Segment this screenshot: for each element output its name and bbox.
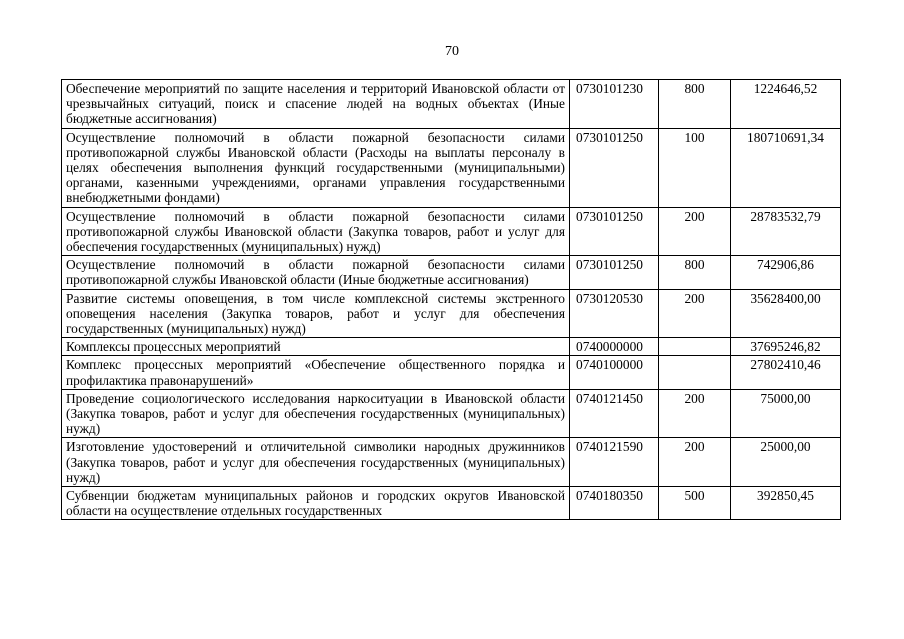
row-description-cell xyxy=(62,487,570,520)
row-expense-type: 200 xyxy=(659,289,731,338)
row-target-code: 0740000000 xyxy=(570,338,659,356)
row-amount: 35628400,00 xyxy=(731,289,841,338)
row-amount: 28783532,79 xyxy=(731,207,841,256)
row-expense-type xyxy=(659,356,731,389)
row-amount: 25000,00 xyxy=(731,438,841,487)
table-row xyxy=(62,487,841,520)
row-amount: 1224646,52 xyxy=(731,80,841,129)
row-expense-type: 800 xyxy=(659,256,731,289)
table-row xyxy=(62,289,841,338)
page-number: 70 xyxy=(445,44,459,59)
table-row xyxy=(62,338,841,356)
row-amount: 180710691,34 xyxy=(731,128,841,207)
table-row xyxy=(62,80,841,129)
row-target-code: 0740180350 xyxy=(570,487,659,520)
table-row xyxy=(62,389,841,438)
row-amount: 742906,86 xyxy=(731,256,841,289)
table-row xyxy=(62,128,841,207)
row-expense-type: 500 xyxy=(659,487,731,520)
row-target-code: 0730120530 xyxy=(570,289,659,338)
row-target-code: 0730101250 xyxy=(570,128,659,207)
table-row xyxy=(62,356,841,389)
row-expense-type xyxy=(659,338,731,356)
row-target-code: 0730101230 xyxy=(570,80,659,129)
row-target-code: 0730101250 xyxy=(570,256,659,289)
row-target-code: 0730101250 xyxy=(570,207,659,256)
row-expense-type: 200 xyxy=(659,389,731,438)
row-amount: 27802410,46 xyxy=(731,356,841,389)
budget-table xyxy=(61,79,841,520)
row-description: Комплексы процессных мероприятий xyxy=(62,338,570,356)
row-target-code: 0740121450 xyxy=(570,389,659,438)
row-amount: 37695246,82 xyxy=(731,338,841,356)
row-description: Осуществление полномочий в области пожарной безопасности силами противопожарной службы Ивановской области (Иные бюджетные ассигнования) xyxy=(62,256,570,289)
row-expense-type: 800 xyxy=(659,80,731,129)
row-amount: 392850,45 xyxy=(731,487,841,520)
row-description: Изготовление удостоверений и отличительной символики народных дружинников (Закупка товаров, работ и услуг для обеспечения государственных (муниципальных) нужд) xyxy=(62,438,570,487)
row-description: Осуществление полномочий в области пожарной безопасности силами противопожарной службы Ивановской области (Закупка товаров, работ и услуг для обеспечения государственных (муниципальных) нужд) xyxy=(62,207,570,256)
row-expense-type: 200 xyxy=(659,207,731,256)
row-description: Субвенции бюджетам муниципальных районов и городских округов Ивановской области на осуществление отдельных государственных xyxy=(66,488,565,519)
row-amount: 75000,00 xyxy=(731,389,841,438)
row-expense-type: 100 xyxy=(659,128,731,207)
row-description: Проведение социологического исследования наркоситуации в Ивановской области (Закупка товаров, работ и услуг для обеспечения государственных (муниципальных) нужд) xyxy=(62,389,570,438)
row-description: Осуществление полномочий в области пожарной безопасности силами противопожарной службы Ивановской области (Расходы на выплаты персоналу в целях обеспечения выполнения функций государственными (муниципальными) органами, казенными учреждениями, органами управления государственными внебюджетными фондами) xyxy=(62,128,570,207)
table-row xyxy=(62,438,841,487)
row-target-code: 0740100000 xyxy=(570,356,659,389)
row-target-code: 0740121590 xyxy=(570,438,659,487)
row-expense-type: 200 xyxy=(659,438,731,487)
row-description: Комплекс процессных мероприятий «Обеспечение общественного порядка и профилактика правонарушений» xyxy=(62,356,570,389)
table-row xyxy=(62,207,841,256)
row-description: Обеспечение мероприятий по защите населения и территорий Ивановской области от чрезвычайных ситуаций, поиск и спасение людей на водных объектах (Иные бюджетные ассигнования) xyxy=(62,80,570,129)
row-description: Развитие системы оповещения, в том числе комплексной системы экстренного оповещения населения (Закупка товаров, работ и услуг для обеспечения государственных (муниципальных) нужд) xyxy=(62,289,570,338)
table-row xyxy=(62,256,841,289)
